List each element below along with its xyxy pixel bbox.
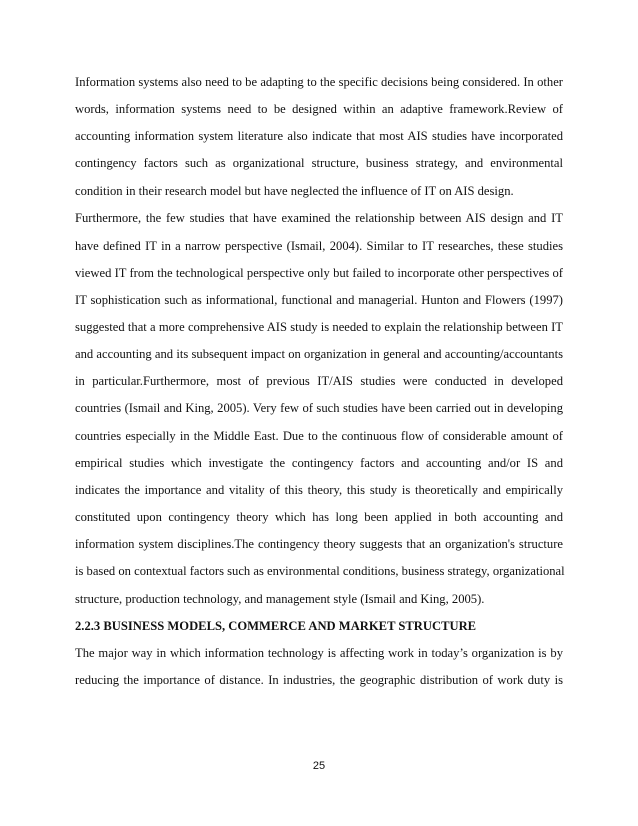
- text-line: constituted upon contingency theory which has long been applied in both accounting and: [75, 510, 563, 524]
- text-line: indicates the importance and vitality of this theory, this study is theoretically and empirically: [75, 483, 563, 497]
- text-line: empirical studies which investigate the contingency factors and accounting and/or IS and: [75, 456, 563, 470]
- text-line: IT sophistication such as informational, functional and managerial. Hunton and Flowers (1997): [75, 293, 563, 307]
- text-line: Information systems also need to be adapting to the specific decisions being considered. In other: [75, 75, 563, 89]
- text-line: words, information systems need to be designed within an adaptive framework.Review of: [75, 102, 563, 116]
- page-number: 25: [312, 760, 326, 772]
- text-line: and accounting and its subsequent impact on organization in general and accounting/accountants: [75, 347, 563, 361]
- text-line: condition in their research model but have neglected the influence of IT on AIS design.: [75, 184, 514, 198]
- text-line: accounting information system literature also indicate that most AIS studies have incorporated: [75, 129, 563, 143]
- text-line: countries especially in the Middle East. Due to the continuous flow of considerable amount of: [75, 429, 563, 443]
- section-heading: 2.2.3 BUSINESS MODELS, COMMERCE AND MARKET STRUCTURE: [75, 619, 477, 633]
- text-line: structure, production technology, and management style (Ismail and King, 2005).: [75, 592, 485, 606]
- text-line: suggested that a more comprehensive AIS study is needed to explain the relationship between IT: [75, 320, 563, 334]
- text-line: in particular.Furthermore, most of previous IT/AIS studies were conducted in developed: [75, 374, 563, 388]
- text-line: have defined IT in a narrow perspective (Ismail, 2004). Similar to IT researches, these studies: [75, 239, 563, 253]
- text-line: reducing the importance of distance. In industries, the geographic distribution of work duty is: [75, 673, 563, 687]
- text-line: contingency factors such as organizational structure, business strategy, and environmental: [75, 156, 563, 170]
- text-line: is based on contextual factors such as environmental conditions, business strategy, organizational: [75, 564, 565, 578]
- text-line: information system disciplines.The contingency theory suggests that an organization's structure: [75, 537, 563, 551]
- text-line: viewed IT from the technological perspective only but failed to incorporate other perspectives of: [75, 266, 563, 280]
- text-line: countries (Ismail and King, 2005). Very few of such studies have been carried out in developing: [75, 401, 563, 415]
- text-line: The major way in which information technology is affecting work in today’s organization is by: [75, 646, 563, 660]
- text-line: Furthermore, the few studies that have examined the relationship between AIS design and IT: [75, 211, 563, 225]
